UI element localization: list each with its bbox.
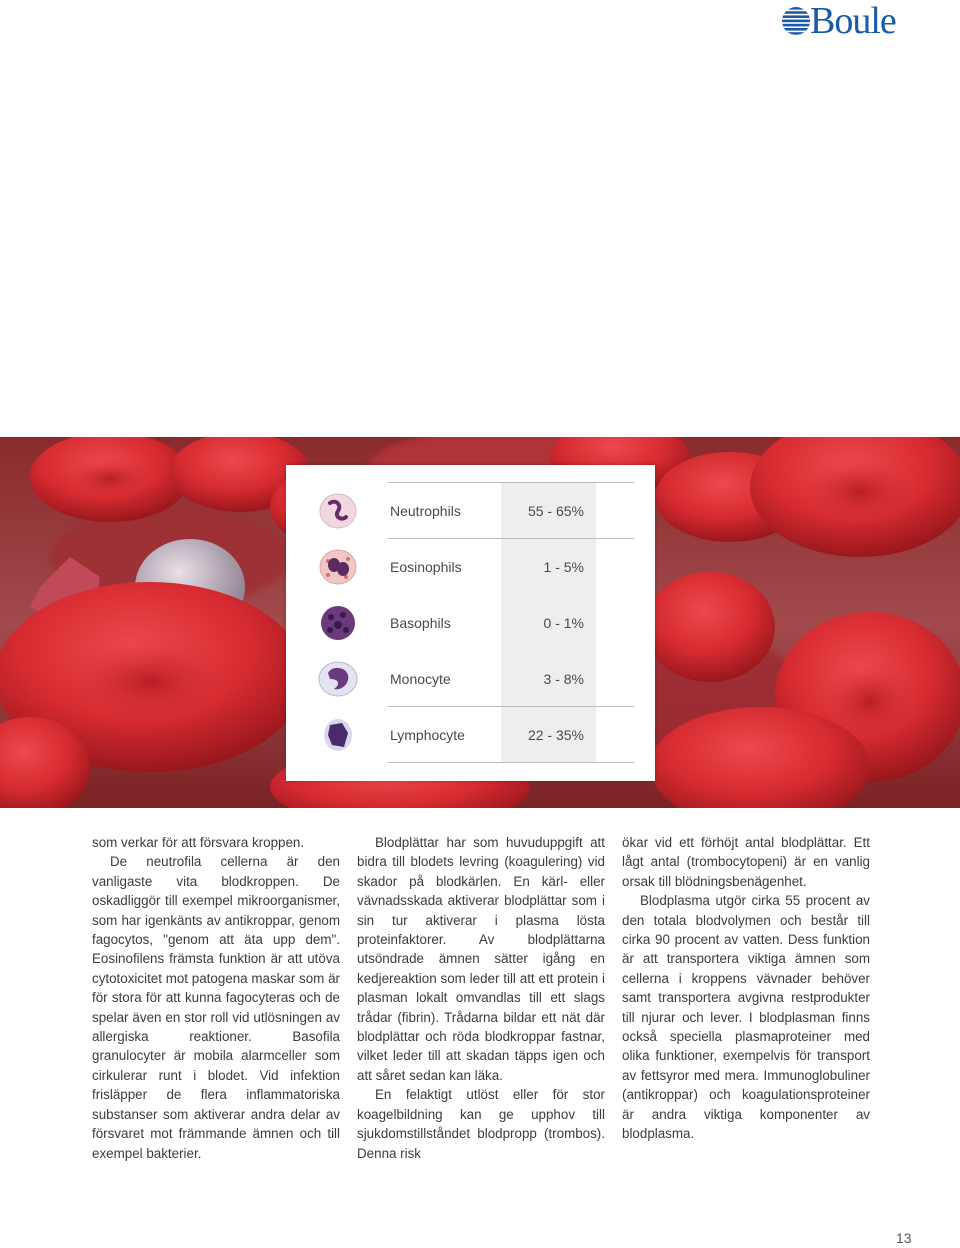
table-row (286, 483, 655, 539)
leukocyte-table-card (286, 465, 655, 781)
eosinophil-cell-icon (316, 547, 360, 587)
text-column-1 (92, 833, 340, 1163)
cell-type-name: Eosinophils (390, 559, 462, 575)
paragraph: ökar vid ett förhöjt antal blodplättar. Ett lågt antal (trombocytopeni) är en vanlig orsak till blödningsbenägenhet. (622, 835, 870, 889)
globe-logo-icon (780, 5, 812, 37)
cell-type-name: Basophils (390, 615, 451, 631)
cell-type-name: Monocyte (390, 671, 451, 687)
lymphocyte-cell-icon (316, 715, 360, 755)
logo-text: Boule (810, 0, 896, 42)
paragraph: som verkar för att försvara kroppen. (92, 835, 305, 850)
text-column-2 (357, 833, 605, 1163)
cell-range-value: 22 - 35% (527, 727, 584, 743)
basophil-cell-icon (316, 603, 360, 643)
text-column-3 (622, 833, 870, 1144)
page-number: 13 (896, 1230, 912, 1246)
paragraph: Blodplättar har som huvuduppgift att bidra till blodets levring (koagulering) vid skador på blodkärlen. En kärl- eller vävnadsskada aktiverar blodplättar som i sin tur aktiverar i plasma lösta proteinfaktorer. Av blodplättarna utsöndrade ämnen sätter igång en kedjereaktion som leder till att ett protein i plasman lokalt omvandlas till ett slags trådar (fibrin). Trådarna bildar ett nät där blodplättar och röda blodkroppar fastnar, vilket leder till att skadan täpps igen och att såret sedan kan läka. (357, 835, 605, 1083)
cell-range-value: 3 - 8% (543, 671, 584, 687)
table-row (286, 651, 655, 707)
cell-range-value: 1 - 5% (543, 559, 584, 575)
table-row (286, 539, 655, 595)
cell-type-name: Neutrophils (390, 503, 461, 519)
table-row (286, 595, 655, 651)
table-row (286, 707, 655, 763)
paragraph: Blodplasma utgör cirka 55 procent av den totala blodvolymen och består till cirka 90 procent av vatten. Dess funktion är att transportera viktiga ämnen som cellerna i kroppens vävnader behöver samt transportera avgivna restprodukter till njurar och lever. I blodplasman finns också speciella plasmaproteiner med olika funktioner, exempelvis för transport av fettsyror med mera. Immunoglobuliner (antikroppar) och koagulationsproteiner är andra viktiga komponenter av blodplasma. (622, 893, 870, 1142)
boule-logo (780, 2, 910, 40)
cell-range-value: 55 - 65% (527, 503, 584, 519)
paragraph: En felaktigt utlöst eller för stor koagelbildning kan ge upphov till sjukdomstillståndet blodpropp (trombos). Denna risk (357, 1087, 605, 1161)
monocyte-cell-icon (316, 659, 360, 699)
cell-range-value: 0 - 1% (543, 615, 584, 631)
cell-type-name: Lymphocyte (390, 727, 465, 743)
neutrophil-cell-icon (316, 491, 360, 531)
paragraph: De neutrofila cellerna är den vanligaste vita blodkroppen. De oskadliggör till exempel mikroorganismer, som har igenkänts av antikroppar, genom fagocytos, "genom att äta upp dem". Eosinofilens främsta funktion är att utöva cytotoxicitet mot patogena maskar som är för stora för att kunna fagocyteras och de spelar även en stor roll vid utlösningen av allergiska reaktioner. Basofila granulocyter är mobila alarmceller som cirkulerar runt i blodet. Vid infektion frisläpper de flera inflammatoriska substanser som aktiverar andra delar av försvaret mot främmande ämnen och till exempel bakterier. (92, 854, 340, 1161)
